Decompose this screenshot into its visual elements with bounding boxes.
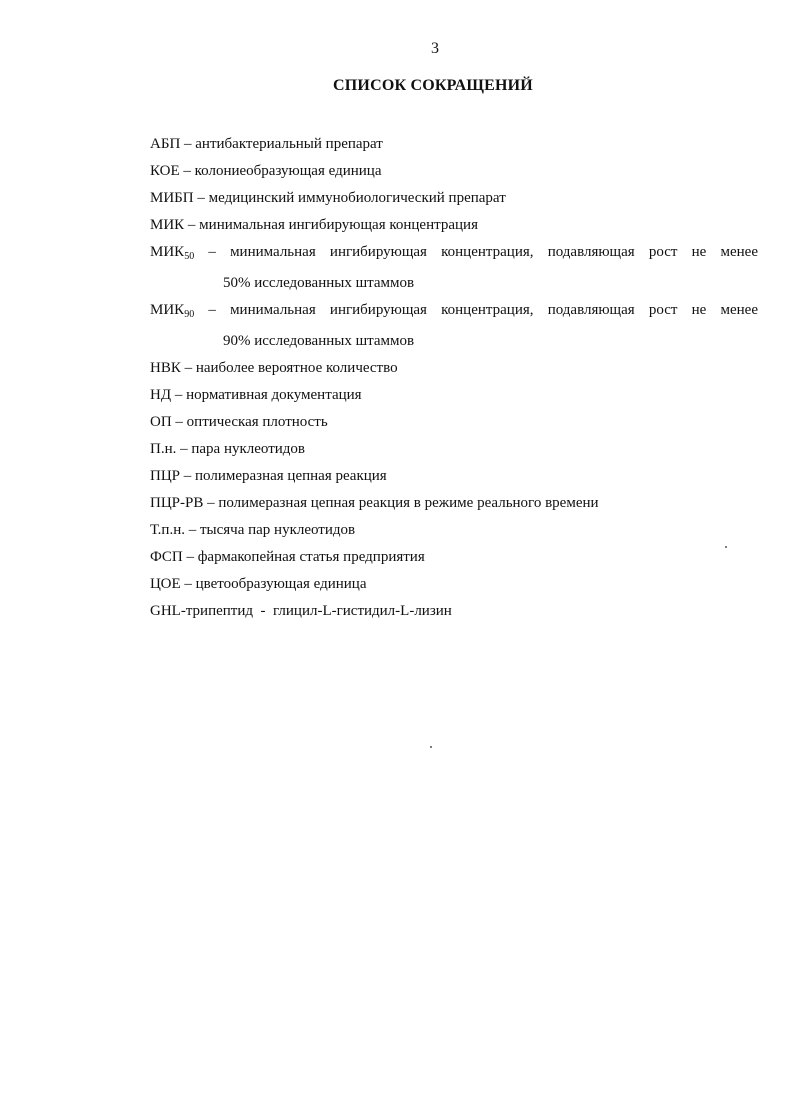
abbreviation-item (150, 571, 758, 598)
abbreviation-item (150, 490, 758, 517)
abbreviation-item (150, 544, 758, 571)
abbreviation-item (150, 436, 758, 463)
definition-word: рост (648, 302, 678, 318)
abbreviation-text: НД – нормативная документация (150, 387, 362, 403)
term-subscript: 90 (184, 309, 195, 320)
abbreviation-term: $МИК_{90}$ (150, 302, 195, 320)
abbreviation-text: GHL-трипептид - глицил-L-гистидил-L-лизин (150, 603, 452, 619)
definition-word: рост (648, 244, 678, 260)
abbreviation-item (150, 131, 758, 158)
definition-word: ингибирующая (329, 302, 427, 318)
definition-word: концентрация, (441, 244, 534, 260)
abbreviation-text: КОЕ – колониеобразующая единица (150, 163, 382, 179)
term-subscript: 50 (184, 251, 195, 262)
definition-word: не (691, 244, 707, 260)
abbreviation-text: МИБП – медицинский иммунобиологический препарат (150, 190, 506, 206)
definition-word: ингибирующая (329, 244, 427, 260)
definition-word: минимальная (230, 244, 316, 260)
definition-word: – (208, 302, 216, 318)
abbreviation-text: Т.п.н. – тысяча пар нуклеотидов (150, 522, 356, 538)
definition-word: концентрация, (441, 302, 534, 318)
page-number: 3 (431, 40, 439, 57)
abbreviation-continuation: 90% исследованных штаммов (223, 333, 415, 349)
abbreviation-item (150, 382, 758, 409)
abbreviation-text: ПЦР – полимеразная цепная реакция (150, 468, 387, 484)
abbreviation-item-mic90 (150, 297, 758, 355)
abbreviation-item (150, 463, 758, 490)
abbreviation-list (150, 131, 758, 625)
abbreviation-item (150, 409, 758, 436)
abbreviation-item (150, 598, 758, 625)
definition-word: – (208, 244, 216, 260)
abbreviation-item (150, 355, 758, 382)
scan-speck (725, 546, 727, 548)
abbreviation-text: МИК – минимальная ингибирующая концентрация (150, 217, 478, 233)
definition-word: менее (720, 302, 758, 318)
abbreviation-text: ЦОЕ – цветообразующая единица (150, 576, 367, 592)
abbreviation-continuation: 50% исследованных штаммов (223, 275, 415, 291)
abbreviation-item (150, 185, 758, 212)
scan-speck (430, 746, 432, 748)
abbreviation-item (150, 212, 758, 239)
abbreviation-text: П.н. – пара нуклеотидов (150, 441, 306, 457)
abbreviation-text: ПЦР-РВ – полимеразная цепная реакция в режиме реального времени (150, 495, 599, 511)
abbreviation-first-line (150, 297, 758, 328)
abbreviation-item-mic50 (150, 239, 758, 297)
definition-word: подавляющая (547, 302, 635, 318)
definition-word: менее (720, 244, 758, 260)
abbreviation-item (150, 517, 758, 544)
page-title: СПИСОК СОКРАЩЕНИЙ (333, 77, 533, 94)
abbreviation-item (150, 158, 758, 185)
abbreviation-text: ОП – оптическая плотность (150, 414, 328, 430)
definition-word: минимальная (230, 302, 316, 318)
abbreviation-text: НВК – наиболее вероятное количество (150, 360, 398, 376)
abbreviation-first-line (150, 239, 758, 270)
abbreviation-term: $МИК_{50}$ (150, 244, 195, 262)
abbreviation-text: ФСП – фармакопейная статья предприятия (150, 549, 425, 565)
definition-word: подавляющая (547, 244, 635, 260)
abbreviation-text: АБП – антибактериальный препарат (150, 136, 383, 152)
definition-word: не (691, 302, 707, 318)
